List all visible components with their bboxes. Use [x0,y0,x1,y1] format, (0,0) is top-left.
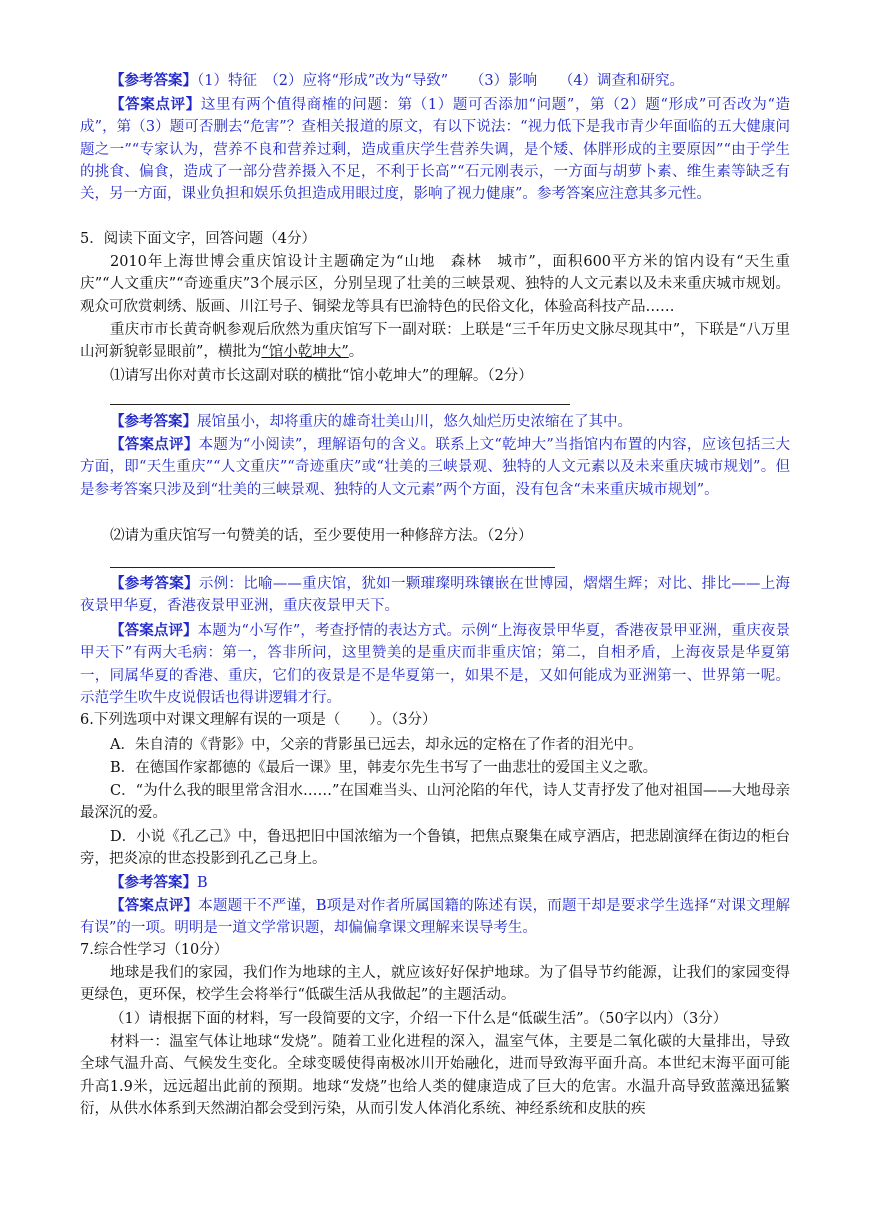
underlined-phrase: “馆小乾坤大” [261,344,349,361]
q5-sub-question-1: ⑴请写出你对黄市长这副对联的横批“馆小乾坤大”的理解。（2分） [110,368,533,384]
comment-text: 本题为“小阅读”，理解语句的含义。联系上文“乾坤大”当指馆内布置的内容，应该包括三大方面，即“天生重庆”“人文重庆”“奇迹重庆”或“壮美的三峡景观、独特的人文元素以及未来重庆城市规划”。但是参考答案只涉及到“壮美的三峡景观、独特的人文元素”两个方面，没有包含“未来重庆城市规划”。 [80,437,790,498]
answer-tag: 【参考答案】 [110,72,197,89]
q4-comment [80,94,790,205]
paragraph-text-end: 。 [348,344,364,361]
paragraph-text: 重庆市市长黄奇帆参观后欣然为重庆馆写下一副对联：上联是“三千年历史文脉尽现其中”，下联是“八万里山河新貌彰显眼前”，横批为 [80,322,791,361]
q6-option-a: A．朱自清的《背影》中，父亲的背影虽已远去，却永远的定格在了作者的泪光中。 [110,737,643,753]
q5-title: 5．阅读下面文字，回答问题（4分） [80,231,316,247]
q5-sub2-answer [80,573,790,618]
q5-sub1-answer [80,411,790,433]
answer-text: B [197,875,208,891]
comment-tag: 【答案点评】 [110,96,201,113]
comment-text: 本题题干不严谨，B项是对作者所属国籍的陈述有误，而题干却是要求学生选择“对课文理解有误”的一项。明明是一道文学常识题，却偏偏拿课文理解来误导考生。 [80,898,790,937]
comment-tag: 【答案点评】 [110,436,199,453]
answer-blank-line [110,404,570,405]
answer-blank-line [110,567,555,568]
q5-paragraph-2 [80,319,790,364]
q5-sub-question-2: ⑵请为重庆馆写一句赞美的话，至少要使用一种修辞方法。（2分） [110,528,533,544]
q6-title: 6.下列选项中对课文理解有误的一项是（ ）。（3分） [80,712,437,728]
q5-sub1-comment [80,434,790,501]
q6-answer [80,872,790,894]
answer-tag: 【参考答案】 [110,413,197,430]
q5-paragraph-1: 2010年上海世博会重庆馆设计主题确定为“山地 森林 城市”，面积600平方米的馆内设有“天生重庆”“人文重庆”“奇迹重庆”3个展示区，分别呈现了壮美的三峡景观、独特的人文元素以及未来重庆城市规划。观众可欣赏刺绣、版画、川江号子、铜梁龙等具有巴渝特色的民俗文化，体验高科技产品…… [80,254,790,315]
answer-tag: 【参考答案】 [110,575,199,592]
answer-tag: 【参考答案】 [110,874,197,891]
q6-option-b: B．在德国作家都德的《最后一课》里，韩麦尔先生书写了一曲悲壮的爱国主义之歌。 [110,760,658,776]
q6-option-c: C．“为什么我的眼里常含泪水……”在国难当头、山河沦陷的年代，诗人艾青抒发了他对祖国——大地母亲最深沉的爱。 [80,783,790,822]
q7-intro: 地球是我们的家园，我们作为地球的主人，就应该好好保护地球。为了倡导节约能源，让我们的家园变得更绿色，更环保，校学生会将举行“低碳生活从我做起”的主题活动。 [80,965,790,1004]
answer-text: 示例：比喻——重庆馆，犹如一颗璀璨明珠镶嵌在世博园，熠熠生辉；对比、排比——上海夜景甲华夏，香港夜景甲亚洲，重庆夜景甲天下。 [80,576,791,615]
q5-sub2-comment [80,620,790,709]
q7-material-1: 材料一：温室气体让地球“发烧”。随着工业化进程的深入，温室气体，主要是二氧化碳的大量排出，导致全球气温升高、气候发生变化。全球变暖使得南极冰川开始融化，进而导致海平面升高。本世纪末海平面可能升高1.9米，远远超出此前的预期。地球“发烧”也给人类的健康造成了巨大的危害。水温升高导致蓝藻迅猛繁衍，从供水体系到天然湖泊都会受到污染，从而引发人体消化系统、神经系统和皮肤的疾 [80,1034,790,1117]
answer-text: （1）特征 （2）应将“形成”改为“导致” （3）影响 （4）调查和研究。 [197,73,685,89]
q4-answer [80,70,790,92]
comment-tag: 【答案点评】 [110,897,199,914]
q6-option-d: D．小说《孔乙己》中，鲁迅把旧中国浓缩为一个鲁镇，把焦点聚集在咸亨酒店，把悲剧演绎在街边的柜台旁，把炎凉的世态投影到孔乙己身上。 [80,829,790,868]
q7-sub-question-1: （1）请根据下面的材料，写一段简要的文字，介绍一下什么是“低碳生活”。（50字以内）（3分） [110,1011,728,1027]
q6-comment [80,895,790,940]
comment-tag: 【答案点评】 [110,622,198,639]
comment-text: 本题为“小写作”，考查抒情的表达方式。示例“上海夜景甲华夏，香港夜景甲亚洲，重庆夜景甲天下”有两大毛病：第一，答非所问，这里赞美的是重庆而非重庆馆；第二，自相矛盾，上海夜景是华夏第一，同属华夏的香港、重庆，它们的夜景是不是华夏第一，如果不是，又如何能成为亚洲第一、世界第一呢。示范学生吹牛皮说假话也得讲逻辑才行。 [80,623,790,706]
comment-text: 这里有两个值得商榷的问题：第（1）题可否添加“问题”，第（2）题“形成”可否改为“造成”，第（3）题可否删去“危害”？查相关报道的原文，有以下说法：“视力低下是我市青少年面临的五大健康问题之一”“专家认为，营养不良和营养过剩，造成重庆学生营养失调，是个矮、体胖形成的主要原因”“由于学生的挑食、偏食，造成了一部分营养摄入不足，不利于长高”“石元刚表示，一方面与胡萝卜素、维生素等缺乏有关，另一方面，课业负担和娱乐负担造成用眼过度，影响了视力健康”。参考答案应注意其多元性。 [80,97,790,203]
answer-text: 展馆虽小，却将重庆的雄奇壮美山川，悠久灿烂历史浓缩在了其中。 [197,414,632,430]
q7-title: 7.综合性学习（10分） [80,942,229,958]
